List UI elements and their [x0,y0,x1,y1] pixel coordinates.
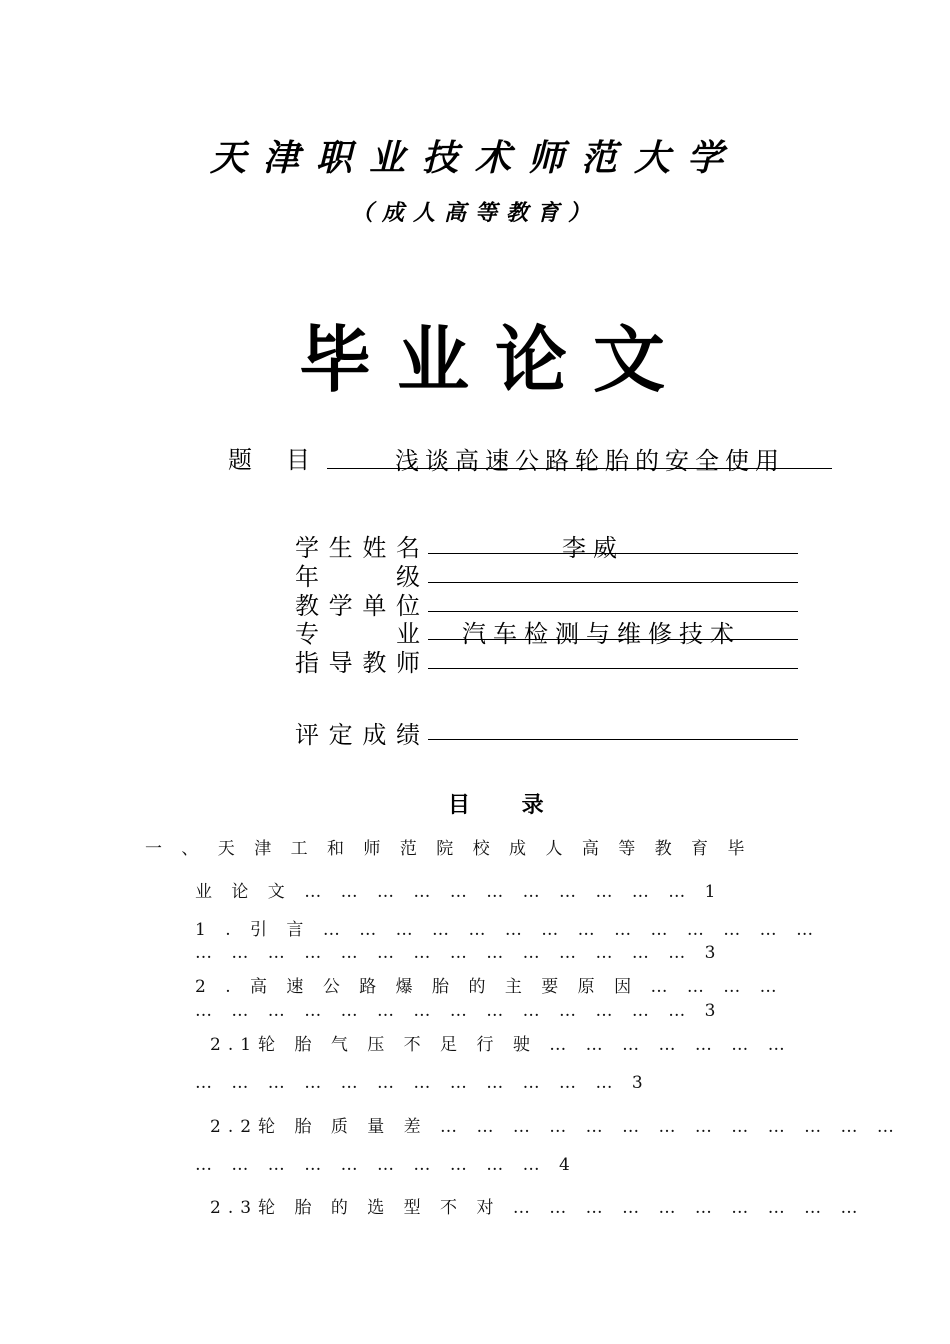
label-char: 位 [395,592,420,620]
label-char: 绩 [395,721,420,749]
document-title: 毕业论文 [298,318,691,402]
grade-line [428,582,798,583]
label-char: 定 [328,721,353,749]
university-name: 天津职业技术师范大学 [209,137,740,179]
student-name-value: 李威 [562,534,624,562]
label-char: 教 [295,592,319,620]
toc-line: 2.2轮 胎 质 量 差 … … … … … … … … … … … … … [210,1117,901,1137]
label-char: 姓 [362,534,387,562]
label-char: 名 [395,534,420,562]
label-char: 生 [328,534,353,562]
label-char: 成 [362,721,387,749]
label-char: 专 [295,620,319,648]
major-value: 汽车检测与维修技术 [462,620,741,648]
toc-line: … … … … … … … … … … 4 [195,1155,577,1175]
score-line [428,739,798,740]
label-char: 指 [295,649,319,677]
toc-line: 1 . 引 言 … … … … … … … … … … … … … … [195,920,821,940]
toc-line: 2.3轮 胎 的 选 型 不 对 … … … … … … … … … … [210,1198,865,1218]
advisor-line [428,668,798,669]
toc-line: 2.1轮 胎 气 压 不 足 行 驶 … … … … … … … [210,1035,792,1055]
unit-line [428,611,798,612]
topic-label: 题目 [228,446,344,474]
toc-title: 目 录 [448,793,566,818]
topic-value: 浅谈高速公路轮胎的安全使用 [395,447,785,475]
toc-line: … … … … … … … … … … … … … … 3 [195,943,723,963]
toc-line: … … … … … … … … … … … … 3 [195,1073,650,1093]
label-char: 级 [396,563,420,591]
toc-line: 业 论 文 … … … … … … … … … … … 1 [195,882,723,902]
label-char: 教 [362,649,387,677]
label-char: 学 [295,534,319,562]
label-char: 单 [362,592,387,620]
toc-line: 2 . 高 速 公 路 爆 胎 的 主 要 原 因 … … … … [195,977,784,997]
label-char: 导 [328,649,353,677]
toc-line: … … … … … … … … … … … … … … 3 [195,1001,723,1021]
label-char: 师 [395,649,420,677]
label-char: 业 [396,620,420,648]
toc-line: 一 、 天 津 工 和 师 范 院 校 成 人 高 等 教 育 毕 [145,839,752,859]
score-label [295,715,420,750]
label-char: 评 [295,721,319,749]
label-char: 学 [328,592,353,620]
label-char: 年 [295,563,319,591]
education-type: （成人高等教育） [350,200,599,226]
advisor-label [295,643,420,678]
